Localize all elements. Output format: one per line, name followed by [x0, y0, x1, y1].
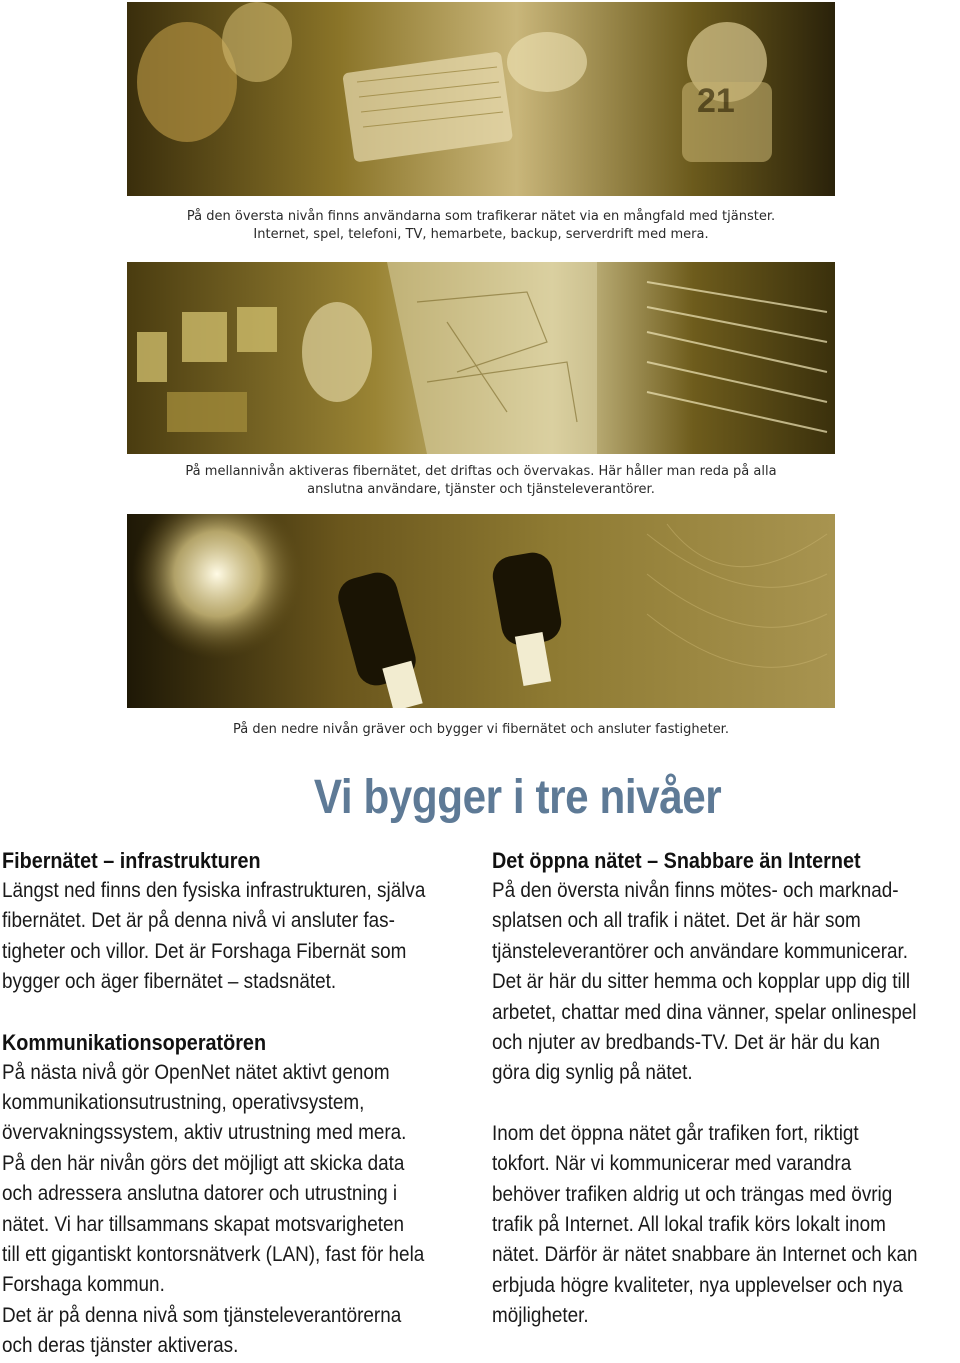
- text-line: På nästa nivå gör OpenNet nätet aktivt genom: [2, 1060, 390, 1084]
- caption-top: [127, 208, 835, 244]
- text-line: splatsen och all trafik i nätet. Det är här som: [492, 909, 861, 933]
- text-line: kommunikationsutrustning, operativsystem,: [2, 1091, 365, 1115]
- caption-line: På den nedre nivån gräver och bygger vi fibernätet och ansluter fastigheter.: [233, 722, 729, 737]
- caption-line: Internet, spel, telefoni, TV, hemarbete, backup, serverdrift med mera.: [253, 227, 709, 242]
- caption-bottom: [127, 721, 835, 739]
- text-line: tokfort. När vi kommunicerar med varandra: [492, 1152, 852, 1176]
- text-line: arbetet, chattar med dina vänner, spelar onlinespel: [492, 1000, 917, 1024]
- caption-middle: [127, 463, 835, 499]
- photo-fiber-connectors-icon: [127, 514, 835, 708]
- caption-line: anslutna användare, tjänster och tjänsteleverantörer.: [307, 482, 655, 497]
- text-line: till ett gigantiskt kontorsnätverk (LAN), fast för hela: [2, 1243, 425, 1267]
- text-line: erbjuda högre kvaliteter, nya upplevelser och nya: [492, 1273, 903, 1297]
- text-line: nätet. Därför är nätet snabbare än Internet och kan: [492, 1243, 918, 1267]
- photo-control-room-fiber-cables-icon: [127, 262, 835, 454]
- photo-control-room: [127, 262, 835, 454]
- text-line: fibernätet. Det är på denna nivå vi ansluter fas-: [2, 909, 395, 933]
- text-line: Längst ned finns den fysiska infrastrukturen, själva: [2, 879, 426, 902]
- text-line: behöver trafiken aldrig ut och trängas med övrig: [492, 1182, 893, 1206]
- section-body-operator: [2, 1058, 472, 1362]
- text-line: möjligheter.: [492, 1304, 589, 1328]
- page-title: Vi bygger i tre nivåer: [313, 771, 722, 824]
- photo-fiber: [127, 514, 835, 708]
- photo-users: [127, 2, 835, 196]
- caption-line: På mellannivån aktiveras fibernätet, det driftas och övervakas. Här håller man reda på alla: [185, 464, 777, 479]
- text-line: trafik på Internet. All lokal trafik körs lokalt inom: [492, 1213, 886, 1237]
- text-line: Det är på denna nivå som tjänsteleverantörerna: [2, 1303, 402, 1327]
- caption-line: På den översta nivån finns användarna som trafikerar nätet via en mångfald med tjänster.: [186, 209, 776, 224]
- text-line: och deras tjänster aktiveras.: [2, 1334, 239, 1358]
- text-line: övervakningssystem, aktiv utrustning med mera.: [2, 1121, 407, 1145]
- text-line: På den översta nivån finns mötes- och marknad-: [492, 879, 899, 902]
- text-line: göra dig synlig på nätet.: [492, 1061, 693, 1085]
- section-heading-infrastructure: Fibernätet – infrastrukturen: [2, 848, 261, 873]
- section-body-open-network: [492, 876, 960, 1089]
- photo-users-gaming-keyboard-football-icon: [127, 2, 835, 196]
- text-line: bygger och äger fibernätet – stadsnätet.: [2, 970, 337, 994]
- text-line: nätet. Vi har tillsammans skapat motsvarigheten: [2, 1212, 405, 1236]
- text-line: På den här nivån görs det möjligt att skicka data: [2, 1151, 405, 1175]
- text-line: och adressera anslutna datorer och utrustning i: [2, 1182, 398, 1206]
- section-heading-open-network: Det öppna nätet – Snabbare än Internet: [492, 848, 861, 873]
- text-line: Inom det öppna nätet går trafiken fort, riktigt: [492, 1121, 859, 1145]
- section-body-infrastructure: [2, 876, 472, 998]
- text-line: tjänsteleverantörer och användare kommunicerar.: [492, 939, 909, 963]
- text-line: och njuter av bredbands-TV. Det är här du kan: [492, 1031, 881, 1055]
- section-body-open-network-speed: [492, 1119, 960, 1332]
- right-column: [492, 846, 960, 1332]
- text-line: Forshaga kommun.: [2, 1273, 165, 1297]
- svg-text:21: 21: [697, 82, 735, 120]
- left-column: [2, 846, 472, 1362]
- section-heading-operator: Kommunikationsoperatören: [2, 1029, 267, 1055]
- text-line: Det är här du sitter hemma och kopplar upp dig till: [492, 970, 911, 994]
- text-line: tigheter och villor. Det är Forshaga Fibernät som: [2, 939, 407, 963]
